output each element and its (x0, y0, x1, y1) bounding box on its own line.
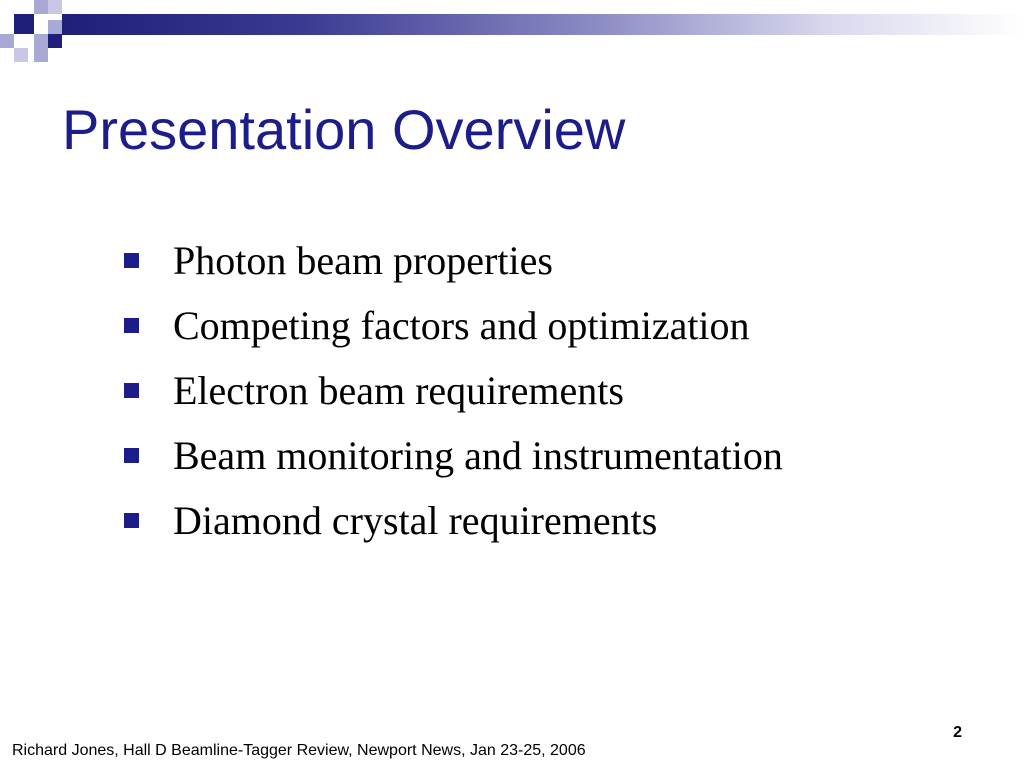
square-bullet-icon (124, 253, 139, 268)
corner-square-lavender (0, 34, 14, 48)
bullet-text: Photon beam properties (173, 237, 553, 283)
bullet-list (124, 228, 783, 553)
corner-square-light (14, 48, 28, 62)
corner-square-lavender (34, 34, 48, 48)
slide-title: Presentation Overview (62, 98, 626, 161)
bullet-text: Diamond crystal requirements (173, 497, 658, 543)
header-gradient-bar (62, 14, 1024, 35)
corner-square-lavender (34, 48, 48, 62)
square-bullet-icon (124, 383, 139, 398)
corner-square-navy (48, 34, 62, 48)
slide-number: 2 (953, 724, 962, 741)
corner-square-lavender (34, 0, 48, 14)
corner-square-navy (14, 14, 34, 34)
square-bullet-icon (124, 318, 139, 333)
list-item (124, 423, 783, 488)
bullet-text: Electron beam requirements (173, 367, 624, 413)
bullet-text: Beam monitoring and instrumentation (173, 432, 783, 478)
corner-square-light (48, 0, 62, 14)
square-bullet-icon (124, 448, 139, 463)
corner-square-lavender (48, 20, 62, 34)
bullet-text: Competing factors and optimization (173, 302, 750, 348)
square-bullet-icon (124, 513, 139, 528)
slide-footer: Richard Jones, Hall D Beamline-Tagger Review, Newport News, Jan 23-25, 2006 (12, 742, 586, 759)
list-item (124, 228, 783, 293)
list-item (124, 358, 783, 423)
list-item (124, 488, 783, 553)
list-item (124, 293, 783, 358)
